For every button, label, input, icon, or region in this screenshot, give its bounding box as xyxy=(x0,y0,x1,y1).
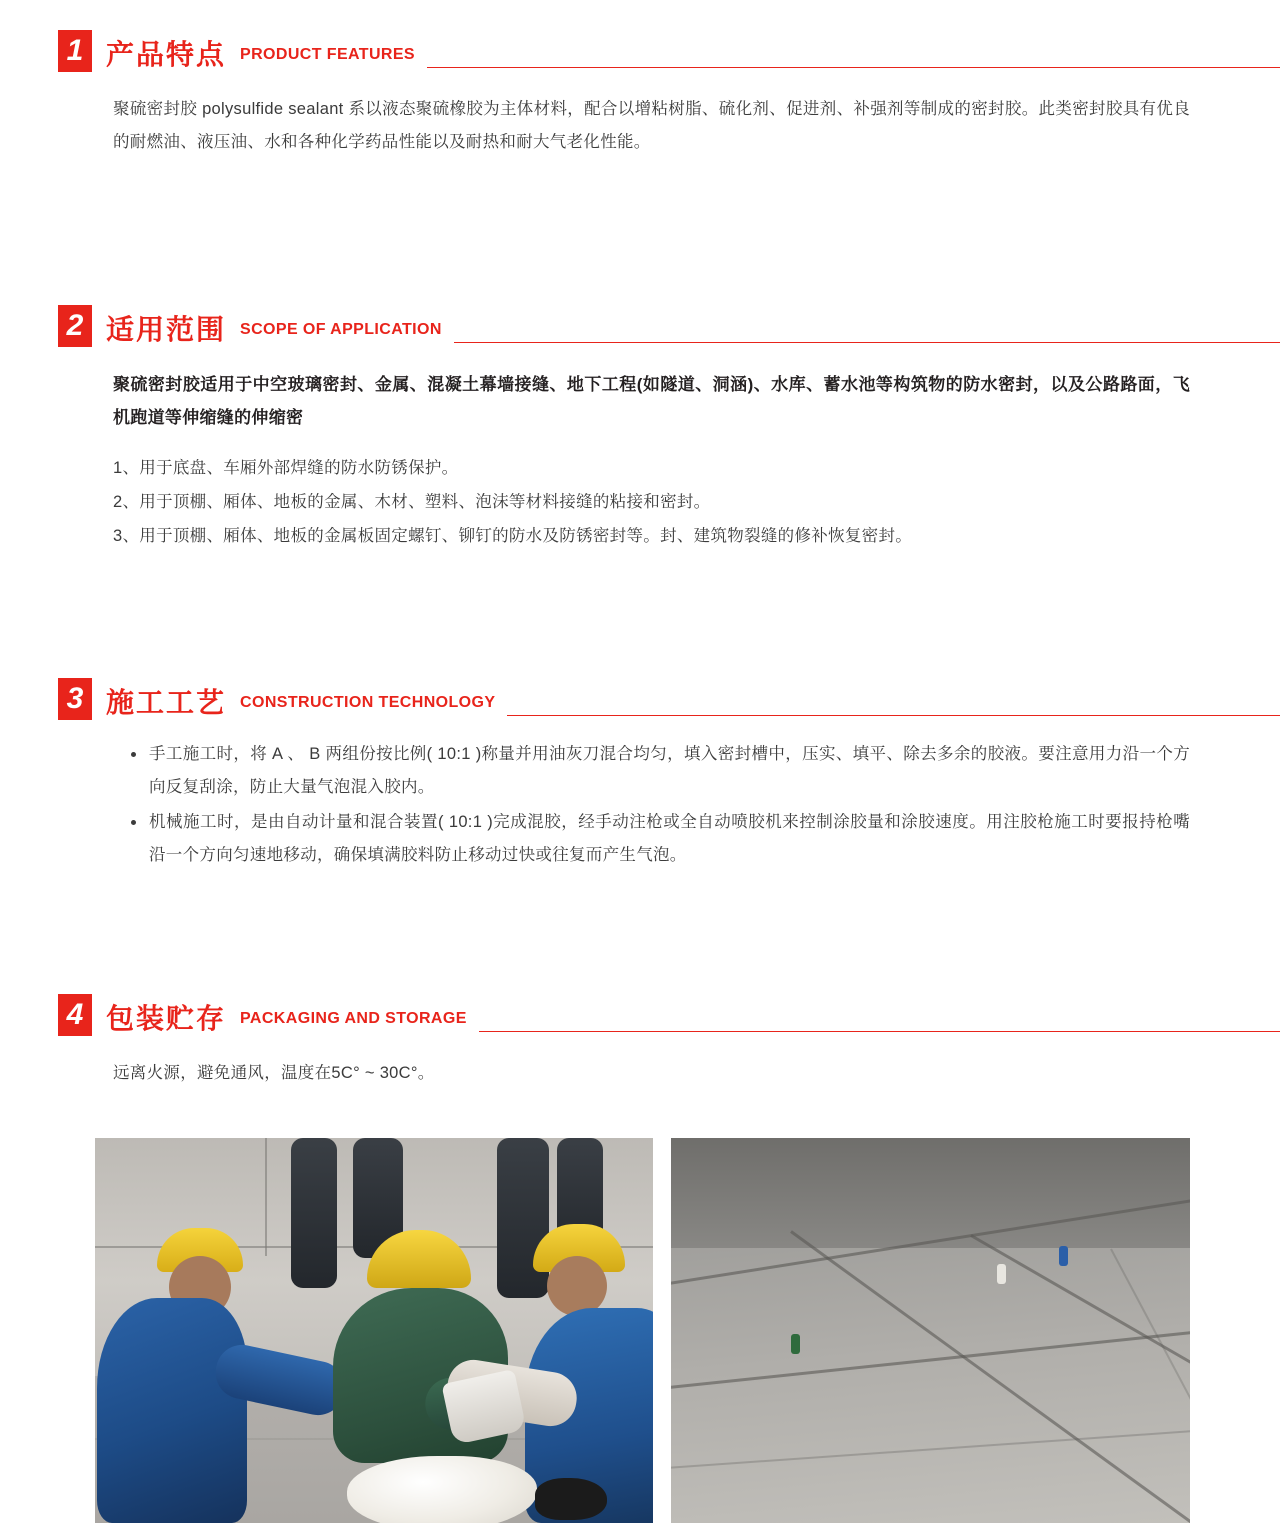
section-construction-technology xyxy=(0,553,1280,872)
section-title-cn: 施工工艺 xyxy=(106,687,227,718)
photo-gallery xyxy=(0,1138,1280,1523)
list-item: 1、用于底盘、车厢外部焊缝的防水防锈保护。 xyxy=(113,459,459,477)
section-number-badge: 1 xyxy=(58,30,92,72)
section-scope-of-application xyxy=(0,175,1280,553)
section-title-en: PACKAGING AND STORAGE xyxy=(240,1010,467,1027)
list-item: 2、用于顶棚、厢体、地板的金属、木材、塑料、泡沫等材料接缝的粘接和密封。 xyxy=(113,493,711,511)
construction-bullet-list xyxy=(113,738,1190,872)
section-number-badge: 2 xyxy=(58,305,92,347)
section-divider-rule xyxy=(479,1031,1280,1032)
photo-canvas xyxy=(95,1138,653,1523)
section-body xyxy=(0,93,1280,159)
paragraph: 聚硫密封胶 polysulfide sealant 系以液态聚硫橡胶为主体材料，配合以增粘树脂、硫化剂、促进剂、补强剂等制成的密封胶。此类密封胶具有优良的耐燃油、液压油、水和各种化学药品性能以及耐热和耐大气老化性能。 xyxy=(113,99,1190,151)
section-divider-rule xyxy=(507,715,1280,716)
section-packaging-and-storage xyxy=(0,874,1280,1090)
section-title-cn: 产品特点 xyxy=(106,39,227,70)
paragraph: 远离火源，避免通风，温度在5C° ~ 30C°。 xyxy=(113,1063,435,1082)
lead-paragraph: 聚硫密封胶适用于中空玻璃密封、金属、混凝土幕墙接缝、地下工程(如隧道、洞涵)、水库、蓄水池等构筑物的防水密封，以及公路路面，飞机跑道等伸缩缝的伸缩密 xyxy=(113,375,1190,427)
list-item: 3、用于顶棚、厢体、地板的金属板固定螺钉、铆钉的防水及防锈密封等。封、建筑物裂缝的修补恢复密封。 xyxy=(113,527,913,545)
section-title-en: SCOPE OF APPLICATION xyxy=(240,321,442,338)
list-item: 机械施工时，是由自动计量和混合装置( 10:1 )完成混胶，经手动注枪或全自动喷胶机来控制涂胶量和涂胶速度。用注胶枪施工时要报持枪嘴沿一个方向匀速地移动，确保填满胶料防止移动过快或往复而产生气泡。 xyxy=(131,806,1190,872)
section-header xyxy=(0,305,1280,351)
section-header xyxy=(0,678,1280,724)
section-body xyxy=(0,738,1280,872)
section-number-badge: 3 xyxy=(58,678,92,720)
section-title-en: CONSTRUCTION TECHNOLOGY xyxy=(240,694,496,711)
section-header xyxy=(0,30,1280,76)
dam-slope-construction-photo xyxy=(671,1138,1190,1523)
section-divider-rule xyxy=(454,342,1280,343)
section-title-cn: 适用范围 xyxy=(106,314,227,345)
list-item: 手工施工时，将 A 、 B 两组份按比例( 10:1 )称量并用油灰刀混合均匀，填入密封槽中，压实、填平、除去多余的胶液。要注意用力沿一个方向反复刮涂，防止大量气泡混入胶内。 xyxy=(131,738,1190,804)
section-header xyxy=(0,994,1280,1040)
section-title-en: PRODUCT FEATURES xyxy=(240,46,416,63)
section-title-cn: 包装贮存 xyxy=(106,1003,227,1034)
section-divider-rule xyxy=(427,67,1280,68)
photo-canvas xyxy=(671,1138,1190,1523)
section-number-badge: 4 xyxy=(58,994,92,1036)
section-body xyxy=(0,1057,1280,1090)
section-product-features xyxy=(0,0,1280,159)
section-body xyxy=(0,368,1280,553)
workers-mixing-sealant-photo xyxy=(95,1138,653,1523)
scope-item-list xyxy=(113,451,1190,553)
